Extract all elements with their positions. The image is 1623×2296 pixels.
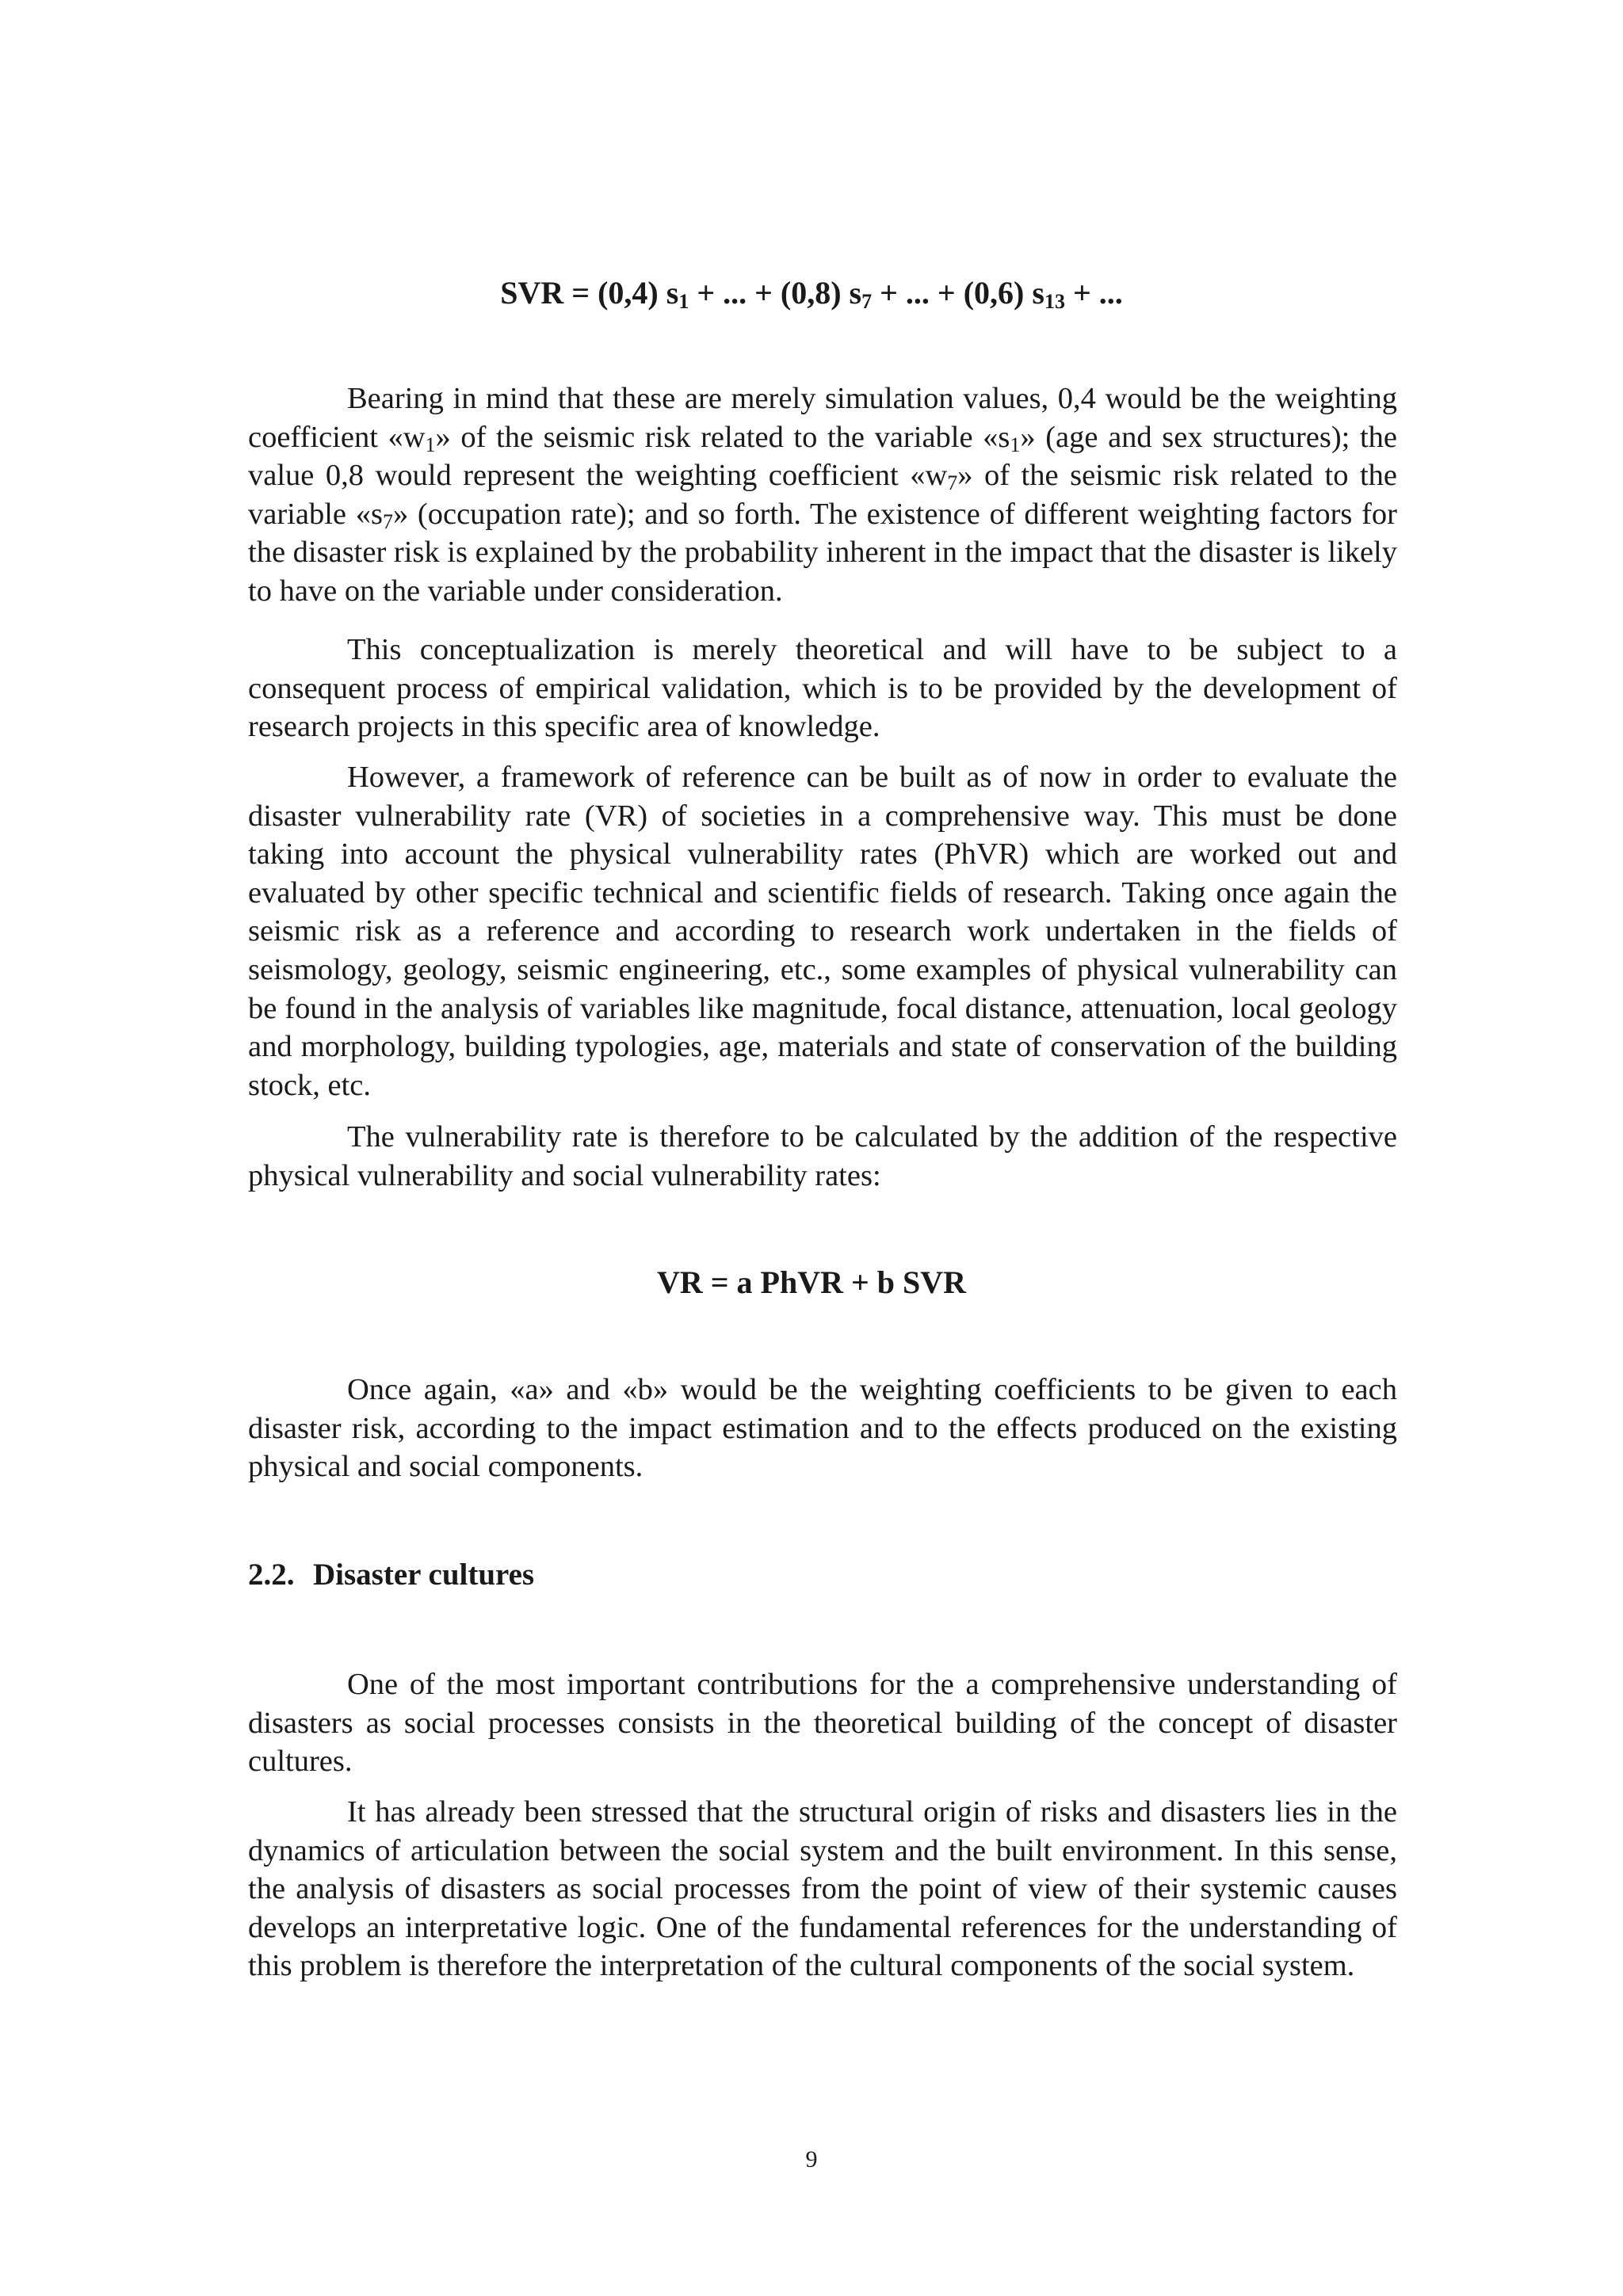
section-heading <box>248 1556 534 1594</box>
paragraph-weighting-a-b: Once again, «a» and «b» would be the weighting coefficients to be given to each disaster risk, according to the impact estimation and to the effects produced on the existing physical and social components. <box>248 1373 1397 1484</box>
section-number: 2.2. <box>248 1558 295 1592</box>
equation-vr: VR = a PhVR + b SVR <box>656 1264 967 1300</box>
paragraph-framework-of-reference: However, a framework of reference can be built as of now in order to evaluate the disaster vulnerability rate (VR) of societies in a comprehensive way. This must be done taking into account the physical vulnerability rates (PhVR) which are worked out and evaluated by other specific technical and scientific fields of research. Taking once again the seismic risk as a reference and according to research work undertaken in the fields of seismology, geology, seismic engineering, etc., some examples of physical vulnerability can be found in the analysis of variables like magnitude, focal distance, attenuation, local geology and morphology, building typologies, age, materials and state of conservation of the building stock, etc. <box>248 761 1397 1102</box>
equation-svr: SVR = (0,4) $s_1$ + ... + (0,8) $s_7$ + ... + (0,6) $s_{13}$ + ... <box>500 275 1123 313</box>
paragraph-structural-origin: It has already been stressed that the structural origin of risks and disasters lies in the dynamics of articulation between the social system and the built environment. In this sense, the analysis of disasters as social processes from the point of view of their systemic causes develops an interpretative logic. One of the fundamental references for the understanding of this problem is therefore the interpretation of the cultural components of the social system. <box>248 1795 1397 1983</box>
paragraph-vulnerability-rate: The vulnerability rate is therefore to be calculated by the addition of the respective physical vulnerability and social vulnerability rates: <box>248 1120 1397 1192</box>
paragraph-weighting-coefficients: Bearing in mind that these are merely simulation values, 0,4 would be the weighting coefficient «w1» of the seismic risk related to the variable «s1» (age and sex structures); the value 0,8 would represent the weighting coefficient «w7» of the seismic risk related to the variable «s7» (occupation rate); and so forth. The existence of different weighting factors for the disaster risk is explained by the probability inherent in the impact that the disaster is likely to have on the variable under consideration. <box>248 382 1397 608</box>
page-number: 9 <box>805 2146 818 2172</box>
section-title: Disaster cultures <box>313 1558 535 1592</box>
paragraph-conceptualization: This conceptualization is merely theoretical and will have to be subject to a consequent process of empirical validation, which is to be provided by the development of research projects in this specific area of knowledge. <box>248 633 1397 744</box>
paragraph-disaster-cultures: One of the most important contributions for the a comprehensive understanding of disasters as social processes consists in the theoretical building of the concept of disaster cultures. <box>248 1668 1397 1779</box>
